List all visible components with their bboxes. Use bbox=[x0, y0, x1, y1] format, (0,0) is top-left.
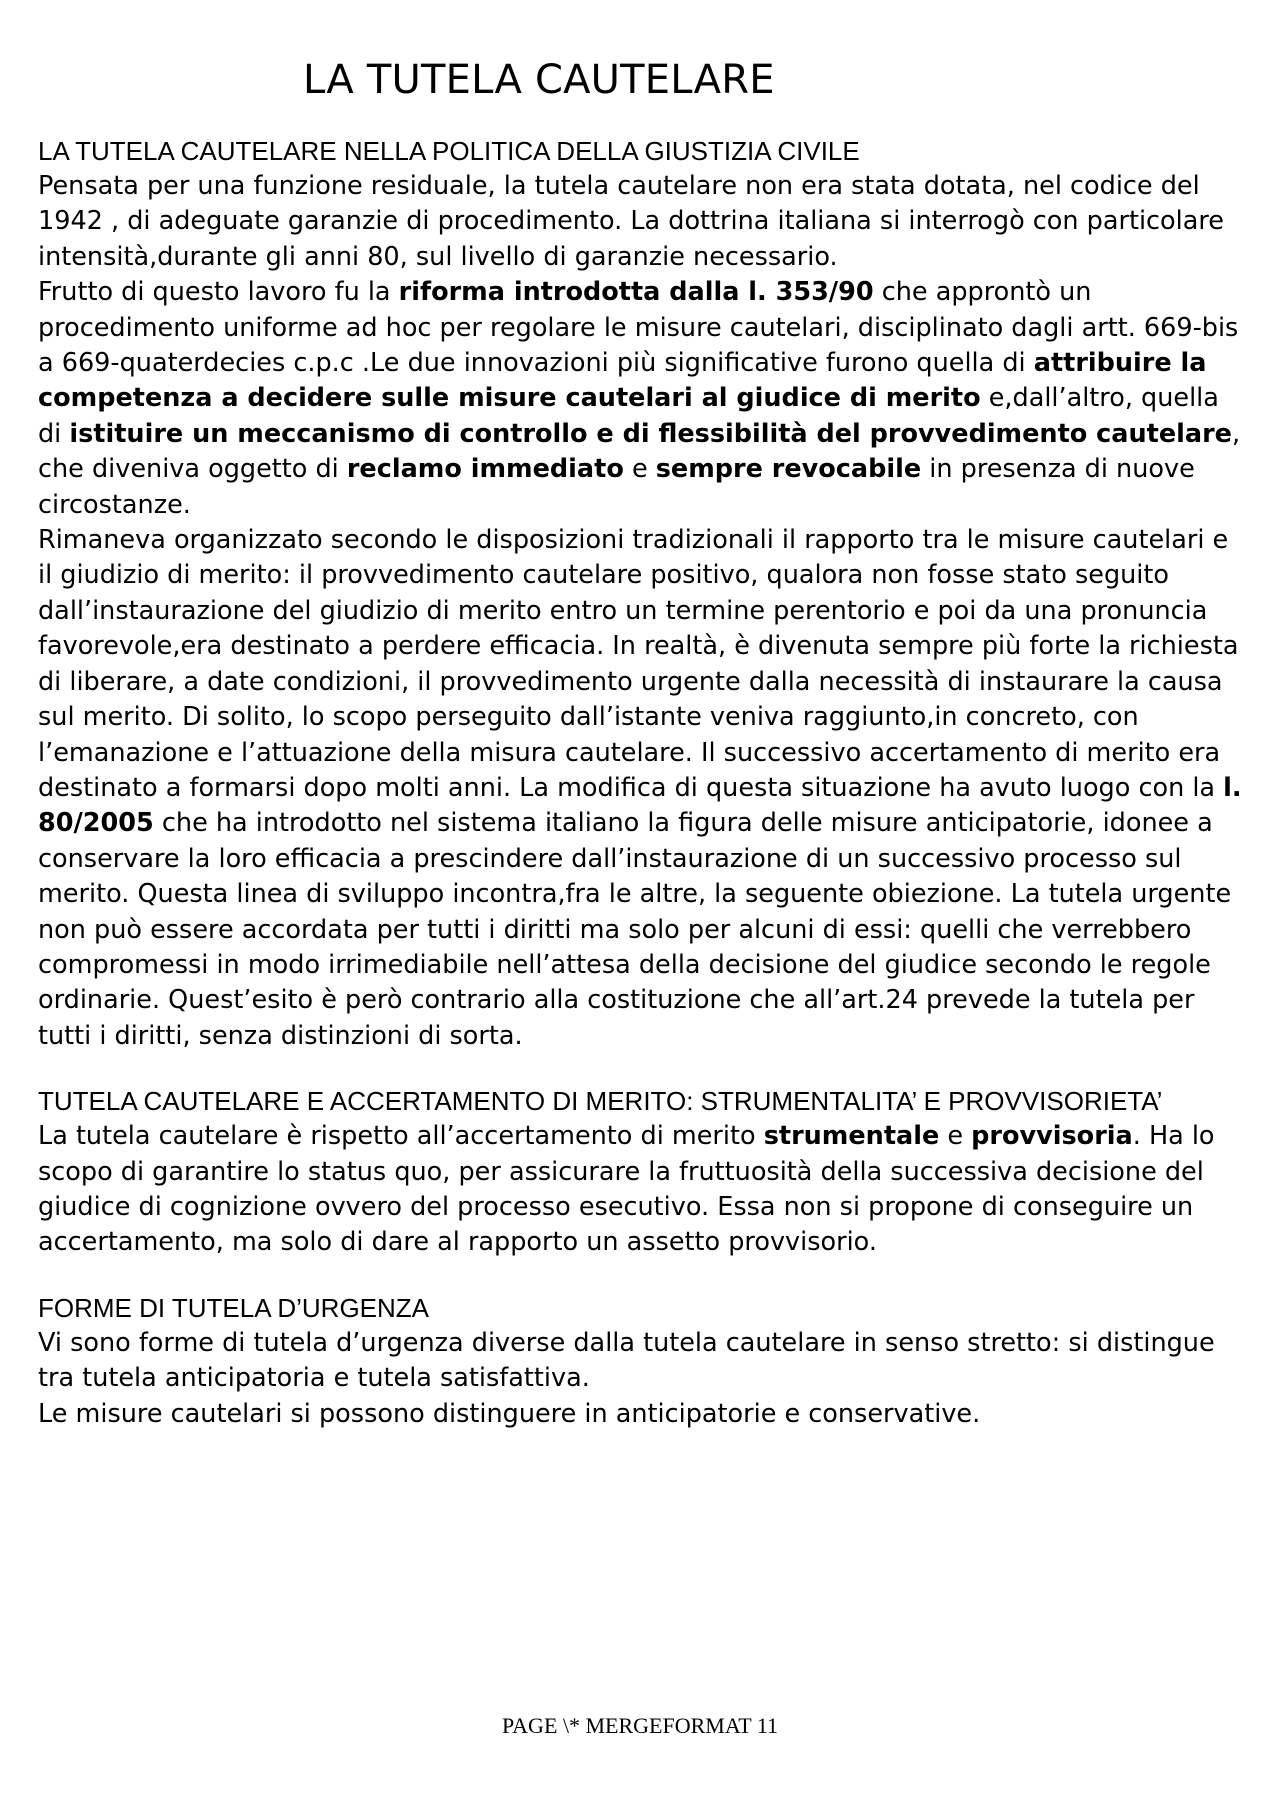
paragraph bbox=[38, 169, 1248, 275]
bold-text-run: strumentale bbox=[763, 1121, 940, 1152]
text-run: Vi sono forme di tutela d’urgenza diverse dalla tutela cautelare in senso stretto: si distingue tra tutela anticipatoria e tutela satisfattiva. bbox=[38, 1327, 1215, 1394]
text-run: e,dall’altro, quella di bbox=[38, 383, 1219, 449]
text-run: che approntò un procedimento uniforme ad hoc per regolare le misure cautelari, disciplinato dagli artt. 669-bis a 669-quaterdecies c.p.c .Le due innovazioni più significative furono quella di bbox=[38, 277, 1239, 379]
text-run: Frutto di questo lavoro fu la bbox=[38, 277, 399, 308]
bold-text-run: provvisoria bbox=[971, 1121, 1133, 1152]
document-title: LA TUTELA CAUTELARE bbox=[303, 57, 775, 103]
section-strumentalita-provvisorieta bbox=[38, 1084, 1248, 1261]
document-page bbox=[38, 52, 1248, 1462]
section-heading: FORME DI TUTELA D’URGENZA bbox=[38, 1292, 430, 1323]
text-run: Le misure cautelari si possono distinguere in anticipatorie e conservative. bbox=[38, 1398, 981, 1429]
text-run: che ha introdotto nel sistema italiano la figura delle misure anticipatorie, idonee a conservare la loro efficacia a prescindere dall’instaurazione di un successivo processo sul merito. Questa linea di sviluppo incontra,fra le altre, la seguente obiezione. La tutela urgente non può essere accordata per tutti i diritti ma solo per alcuni di essi: quelli che verrebbero compromessi in modo irrimediabile nell’attesa della decisione del giudice secondo le regole ordinarie. Quest’esito è però contrario alla costituzione che all’art.24 prevede la tutela per tutti i diritti, senza distinzioni di sorta. bbox=[38, 808, 1232, 1051]
bold-text-run: reclamo immediato bbox=[346, 454, 624, 485]
text-run: e bbox=[623, 454, 656, 485]
text-run: . Ha lo scopo di garantire lo status quo, per assicurare la fruttuosità della successiva decisione del giudice di cognizione ovvero del processo esecutivo. Essa non si propone di conseguire un accertamento, ma solo di dare al rapporto un assetto provvisorio. bbox=[38, 1121, 1215, 1258]
paragraph bbox=[38, 1326, 1248, 1397]
text-run: e bbox=[939, 1121, 972, 1152]
page-footer: PAGE \* MERGEFORMAT 11 bbox=[501, 1713, 779, 1738]
paragraph bbox=[38, 523, 1248, 1054]
section-heading: LA TUTELA CAUTELARE NELLA POLITICA DELLA GIUSTIZIA CIVILE bbox=[38, 136, 860, 166]
section-heading: TUTELA CAUTELARE E ACCERTAMENTO DI MERITO: STRUMENTALITA’ E PROVVISORIETA’ bbox=[38, 1086, 1163, 1117]
bold-text-run: sempre revocabile bbox=[655, 454, 922, 485]
paragraph bbox=[38, 1119, 1248, 1261]
bold-text-run: riforma introdotta dalla l. 353/90 bbox=[398, 277, 874, 308]
text-run: , che diveniva oggetto di bbox=[38, 418, 1241, 485]
paragraph bbox=[38, 275, 1248, 523]
text-run: Pensata per una funzione residuale, la tutela cautelare non era stata dotata, nel codice del 1942 , di adeguate garanzie di procedimento. La dottrina italiana si interrogò con particolare intensità,durante gli anni 80, sul livello di garanzie necessario. bbox=[38, 171, 1224, 272]
bold-text-run: l. 80/2005 bbox=[38, 772, 1242, 839]
text-run: Rimaneva organizzato secondo le disposizioni tradizionali il rapporto tra le misure cautelari e il giudizio di merito: il provvedimento cautelare positivo, qualora non fosse stato seguito dall’instaurazione del giudizio di merito entro un termine perentorio e poi da una pronuncia favorevole,era destinato a perdere efficacia. In realtà, è divenuta sempre più forte la richiesta di liberare, a date condizioni, il provvedimento urgente dalla necessità di instaurare la causa sul merito. Di solito, lo scopo perseguito dall’istante veniva raggiunto,in concreto, con l’emanazione e l’attuazione della misura cautelare. Il successivo accertamento di merito era destinato a formarsi dopo molti anni. La modifica di questa situazione ha avuto luogo con la bbox=[38, 525, 1239, 803]
bold-text-run: istituire un meccanismo di controllo e di flessibilità del provvedimento cautelare bbox=[69, 418, 1232, 449]
bold-text-run: attribuire la competenza a decidere sulle misure cautelari al giudice di merito bbox=[38, 348, 1207, 414]
paragraph bbox=[38, 1397, 1248, 1432]
section-forme-tutela-urgenza bbox=[38, 1291, 1248, 1432]
text-run: La tutela cautelare è rispetto all’accertamento di merito bbox=[38, 1121, 764, 1152]
text-run: in presenza di nuove circostanze. bbox=[38, 454, 1195, 520]
section-politica-giustizia bbox=[38, 134, 1248, 1054]
